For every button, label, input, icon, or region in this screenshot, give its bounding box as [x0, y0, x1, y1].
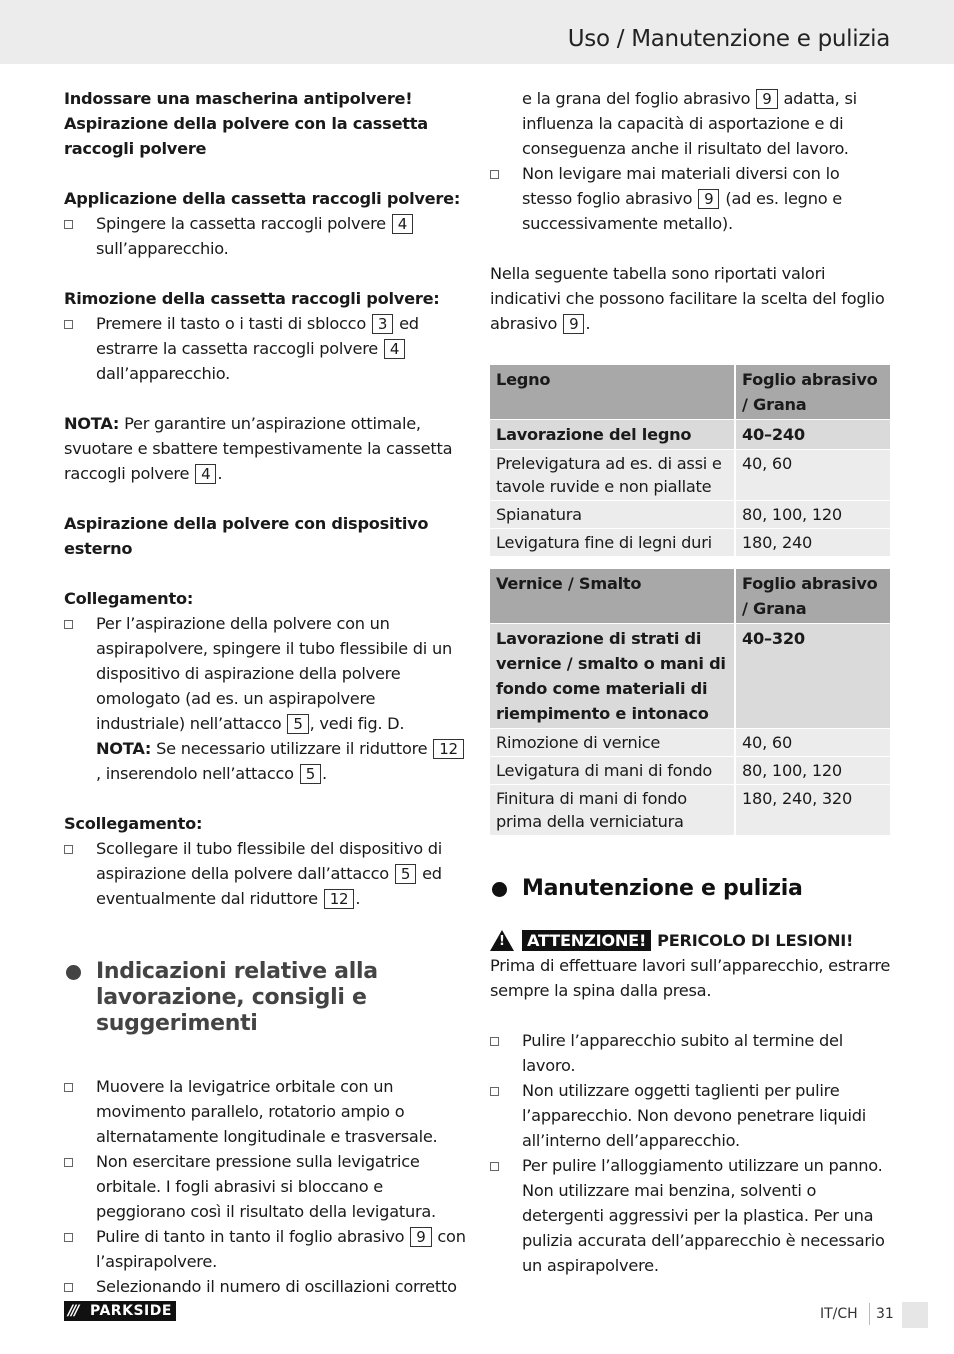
maintenance-heading: Manutenzione e pulizia — [490, 876, 892, 902]
bullet-dot-icon — [66, 965, 81, 980]
warning-line — [490, 928, 892, 953]
table-row: Rimozione di vernice 40, 60 — [490, 729, 890, 757]
disconnect-heading: Scollegamento: — [64, 814, 203, 833]
dust-box-heading: Aspirazione della polvere con la cassetta raccogli polvere — [64, 114, 428, 158]
table-cell: Lavorazione di strati di vernice / smalto o mani di fondo come materiali di riempimento e intonaco — [490, 624, 735, 729]
table-header: Legno — [490, 365, 735, 420]
list-item: Per pulire l’alloggiamento utilizzare un panno. Non utilizzare mai benzina, solventi o detergenti aggressivi per la plastica. Per una pulizia accurata dell’apparecchio è necessario un aspirapolvere. — [490, 1153, 892, 1278]
wood-grit-table — [490, 365, 890, 557]
list-item: Non levigare mai materiali diversi con lo stesso foglio abrasivo 9 (ad es. legno e successivamente metallo). — [490, 161, 892, 236]
apply-heading: Applicazione della cassetta raccogli polvere: — [64, 189, 461, 208]
bullet-icon — [64, 620, 73, 629]
bullet-icon — [64, 220, 73, 229]
list-item: Pulire l’apparecchio subito al termine del lavoro. — [490, 1028, 892, 1078]
ref-box: 5 — [287, 714, 308, 734]
note-paragraph: NOTA: Per garantire un’aspirazione ottimale, svuotare e sbattere tempestivamente la cassetta raccogli polvere 4 . — [64, 414, 453, 483]
attention-badge: ATTENZIONE! — [522, 930, 651, 951]
ext-heading: Aspirazione della polvere con dispositivo esterno — [64, 514, 429, 558]
dust-mask-notice: Indossare una mascherina antipolvere! — [64, 89, 413, 108]
list-item: Pulire di tanto in tanto il foglio abrasivo 9 con l’aspirapolvere. — [64, 1224, 466, 1274]
list-item: Per l’aspirazione della polvere con un aspirapolvere, spingere il tubo flessibile di un dispositivo di aspirazione della polvere omologato (ad es. un aspirapolvere industriale) nell’attacco 5 , vedi fig. D. NOTA: Se necessario utilizzare il riduttore 12, inserendolo nell’attacco 5 . — [64, 611, 466, 786]
page-title: Uso / Manutenzione e pulizia — [567, 26, 890, 52]
table-cell: 40–240 — [735, 420, 890, 450]
footer-divider — [869, 1303, 870, 1325]
list-item: Scollegare il tubo flessibile del dispositivo di aspirazione della polvere dall’attacco 5 ed eventualmente dal riduttore 12 . — [64, 836, 466, 911]
table-row: Levigatura fine di legni duri 180, 240 — [490, 529, 890, 557]
table-cell: Lavorazione del legno — [490, 420, 735, 450]
bullet-icon — [64, 845, 73, 854]
ref-box: 4 — [384, 339, 405, 359]
table-row: Prelevigatura ad es. di assi e tavole ruvide e non piallate 40, 60 — [490, 450, 890, 501]
ref-box: 9 — [410, 1227, 431, 1247]
connect-heading: Collegamento: — [64, 589, 194, 608]
ref-box: 5 — [395, 864, 416, 884]
table-header: Foglio abrasivo / Grana — [735, 365, 890, 420]
table-intro: Nella seguente tabella sono riportati valori indicativi che possono facilitare la scelta del foglio abrasivo 9 . — [490, 264, 885, 333]
list-item: Non utilizzare oggetti taglienti per pulire l’apparecchio. Non devono penetrare liquidi all’interno dell’apparecchio. — [490, 1078, 892, 1153]
table-row: Levigatura di mani di fondo 80, 100, 120 — [490, 757, 890, 785]
ref-box: 3 — [372, 314, 393, 334]
bullet-icon — [490, 170, 499, 179]
bullet-icon — [490, 1162, 499, 1171]
table-header: Foglio abrasivo / Grana — [735, 569, 890, 624]
table-row: Spianatura 80, 100, 120 — [490, 501, 890, 529]
list-item-continued: e la grana del foglio abrasivo 9 adatta, si influenza la capacità di asportazione e di conseguenza anche il risultato del lavoro. — [522, 89, 857, 158]
ref-box: 12 — [324, 889, 355, 909]
ref-box: 4 — [392, 214, 413, 234]
bullet-icon — [490, 1087, 499, 1096]
list-item: Selezionando il numero di oscillazioni corretto — [64, 1274, 466, 1299]
bullet-icon — [490, 1037, 499, 1046]
warning-text: PERICOLO DI LESIONI! — [657, 931, 854, 950]
paint-grit-table — [490, 569, 890, 836]
parkside-logo: /// PARKSIDE — [64, 1301, 176, 1321]
ref-box: 5 — [300, 764, 321, 784]
ref-box: 4 — [195, 464, 216, 484]
bullet-icon — [64, 1083, 73, 1092]
bullet-icon — [64, 1283, 73, 1292]
warning-triangle-icon: ! — [490, 930, 514, 951]
bullet-icon — [64, 320, 73, 329]
ref-box: 9 — [698, 189, 719, 209]
bullet-dot-icon — [492, 882, 507, 897]
remove-heading: Rimozione della cassetta raccogli polvere: — [64, 289, 440, 308]
left-column — [64, 86, 466, 1299]
bullet-icon — [64, 1158, 73, 1167]
language-code: IT/CH — [820, 1306, 858, 1322]
page-number: 31 — [876, 1306, 894, 1322]
list-item: Muovere la levigatrice orbitale con un movimento parallelo, rotatorio ampio o alternatamente longitudinale e trasversale. — [64, 1074, 466, 1149]
bullet-icon — [64, 1233, 73, 1242]
list-item: Spingere la cassetta raccogli polvere 4 sull’apparecchio. — [64, 211, 466, 261]
table-cell: 40–320 — [735, 624, 890, 729]
logo-stripes-icon: /// — [68, 1303, 78, 1319]
ref-box: 9 — [563, 314, 584, 334]
footer-tab-marker — [902, 1302, 928, 1328]
warning-body: Prima di effettuare lavori sull’apparecchio, estrarre sempre la spina dalla presa. — [490, 956, 891, 1000]
table-header: Vernice / Smalto — [490, 569, 735, 624]
table-row: Finitura di mani di fondo prima della verniciatura 180, 240, 320 — [490, 785, 890, 836]
page-header — [0, 0, 954, 64]
list-item: Premere il tasto o i tasti di sblocco 3 ed estrarre la cassetta raccogli polvere 4 dall’apparecchio. — [64, 311, 466, 386]
ref-box: 9 — [756, 89, 777, 109]
list-item: Non esercitare pressione sulla levigatrice orbitale. I fogli abrasivi si bloccano e peggiorano così il risultato della levigatura. — [64, 1149, 466, 1224]
right-column — [490, 86, 892, 1278]
ref-box: 12 — [433, 739, 464, 759]
tips-heading: Indicazioni relative alla lavorazione, consigli e suggerimenti — [64, 959, 466, 1037]
